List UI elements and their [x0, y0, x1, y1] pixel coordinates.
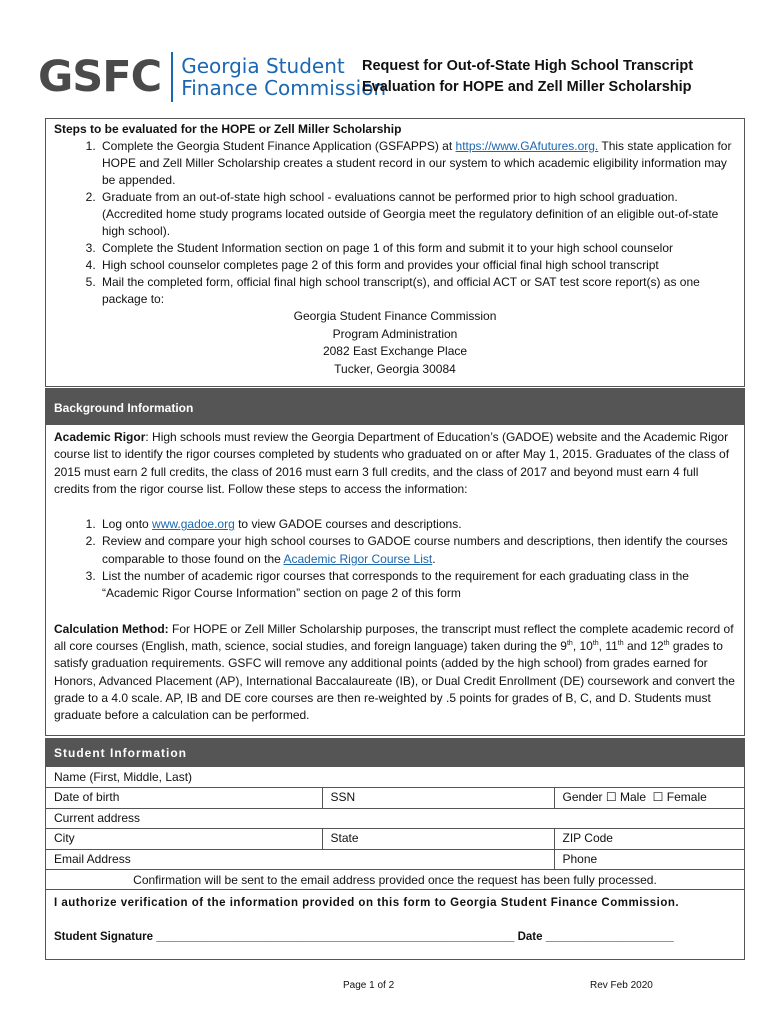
- current-address-field[interactable]: Current address: [46, 808, 744, 829]
- address-line: Program Administration: [332, 326, 458, 341]
- step-3: 3. Complete the Student Information section on page 1 of this form and submit it to your high school counselor: [99, 240, 736, 257]
- ssn-field[interactable]: SSN: [322, 788, 554, 809]
- step-2: 2. Graduate from an out-of-state high school - evaluations cannot be performed prior to high school graduation. (Accredited home study programs located outside of Georgia meet the regulatory definition of an eligible out-of-state high school).: [99, 189, 736, 240]
- logo-name: [181, 55, 386, 99]
- date-field[interactable]: ____________________: [545, 931, 674, 943]
- female-checkbox-icon[interactable]: ☐: [652, 790, 664, 805]
- signature-field[interactable]: ________________________________________________________: [156, 931, 515, 943]
- zip-field[interactable]: ZIP Code: [554, 829, 744, 850]
- steps-section: [45, 118, 745, 387]
- rigor-course-list-link[interactable]: Academic Rigor Course List: [283, 551, 433, 566]
- gsfc-logo: [38, 52, 386, 102]
- academic-rigor-paragraph: Academic Rigor: High schools must review the Georgia Department of Education’s (GADOE) website and the Academic Rigor course list to identify the rigor courses completed by students who graduated on or after May 1, 2015. Graduates of the class of 2015 must earn 2 full credits, the class of 2016 must earn 3 full credits, and the class of 2017 and beyond must earn 4 full credits from the rigor course list. Follow these steps to access the information:: [54, 430, 730, 496]
- rigor-step-3: 3. List the number of academic rigor courses that corresponds to the requirement for each graduating class in the “Academic Rigor Course Information” section on page 2 of this form: [99, 568, 736, 603]
- title-line2: Evaluation for HOPE and Zell Miller Scholarship: [362, 79, 692, 95]
- address-line: 2082 East Exchange Place: [322, 344, 468, 358]
- rigor-step-2: 2. Review and compare your high school courses to GADOE course numbers and descriptions, then identify the courses comparable to those found on the Academic Rigor Course List.: [99, 533, 736, 568]
- document-title: [362, 56, 693, 98]
- address-line: Tucker, Georgia 30084: [334, 361, 456, 376]
- logo-name-line1: Georgia Student: [181, 54, 345, 78]
- page-number: Page 1 of 2: [343, 980, 395, 991]
- steps-list: [54, 138, 736, 308]
- signature-line: [46, 917, 744, 946]
- student-heading: Student Information: [46, 739, 744, 767]
- rigor-label: Academic Rigor: [54, 430, 146, 444]
- logo-name-line2: Finance Commission: [181, 76, 387, 100]
- background-content: [46, 425, 744, 728]
- date-label: Date: [517, 931, 543, 943]
- steps-heading: Steps to be evaluated for the HOPE or Zell Miller Scholarship: [54, 122, 402, 136]
- student-information-section: [45, 738, 745, 960]
- mailing-address: [54, 308, 736, 378]
- step-5: 5. Mail the completed form, official final high school transcript(s), and official ACT or SAT test score report(s) as one package to:: [99, 274, 736, 308]
- authorization-statement: I authorize verification of the information provided on this form to Georgia Student Finance Commission.: [54, 897, 680, 909]
- logo-divider: [171, 52, 173, 102]
- header: [38, 48, 738, 112]
- dob-field[interactable]: Date of birth: [46, 788, 322, 809]
- address-line: Georgia Student Finance Commission: [293, 309, 497, 323]
- phone-field[interactable]: Phone: [554, 849, 744, 870]
- background-section: [45, 388, 745, 736]
- logo-mark: GSFC: [38, 51, 162, 102]
- male-label: Male: [619, 790, 646, 805]
- calculation-method-paragraph: Calculation Method: For HOPE or Zell Miller Scholarship purposes, the transcript must reflect the complete academic record of all core courses (English, math, science, social studies, and foreign language) taken during the 9th, 10th, 11th and 12th grades to satisfy graduation requirements. GSFC will remove any additional points (added by the high school) from grades earned for Honors, Advanced Placement (AP), International Baccalaureate (IB), or Dual Credit Enrollment (DE) coursework and convert the grade to a 4.0 scale. AP, IB and DE core courses are then re-weighted by .5 points for grades of B, C, and D. Students must graduate before a calculation can be performed.: [54, 621, 735, 723]
- background-heading: Background Information: [46, 389, 744, 425]
- state-field[interactable]: State: [322, 829, 554, 850]
- rigor-steps-list: [54, 516, 736, 602]
- gender-field: [554, 788, 744, 809]
- name-field[interactable]: Name (First, Middle, Last): [46, 767, 744, 788]
- student-form-table: [46, 767, 744, 870]
- signature-label: Student Signature: [54, 931, 154, 943]
- step-1: 1. Complete the Georgia Student Finance Application (GSFAPPS) at https://www.GAfutures.org. This state application for HOPE and Zell Miller Scholarship creates a student record in our system to which academic eligibility information may be appended.: [99, 138, 736, 189]
- confirmation-note: Confirmation will be sent to the email address provided once the request has been fully processed.: [46, 870, 744, 890]
- city-field[interactable]: City: [46, 829, 322, 850]
- gafutures-link[interactable]: https://www.GAfutures.org.: [455, 139, 599, 153]
- gender-label: Gender: [562, 790, 603, 805]
- female-label: Female: [666, 790, 707, 805]
- revision-date: Rev Feb 2020: [590, 980, 653, 991]
- email-field[interactable]: Email Address: [46, 849, 554, 870]
- gadoe-link[interactable]: www.gadoe.org: [152, 517, 235, 532]
- title-line1: Request for Out-of-State High School Transcript: [362, 58, 694, 74]
- male-checkbox-icon[interactable]: ☐: [605, 790, 617, 805]
- step-4: 4. High school counselor completes page 2 of this form and provides your official final high school transcript: [99, 257, 736, 274]
- calc-label: Calculation Method:: [54, 621, 169, 636]
- rigor-step-1: 1. Log onto www.gadoe.org to view GADOE courses and descriptions.: [99, 516, 736, 533]
